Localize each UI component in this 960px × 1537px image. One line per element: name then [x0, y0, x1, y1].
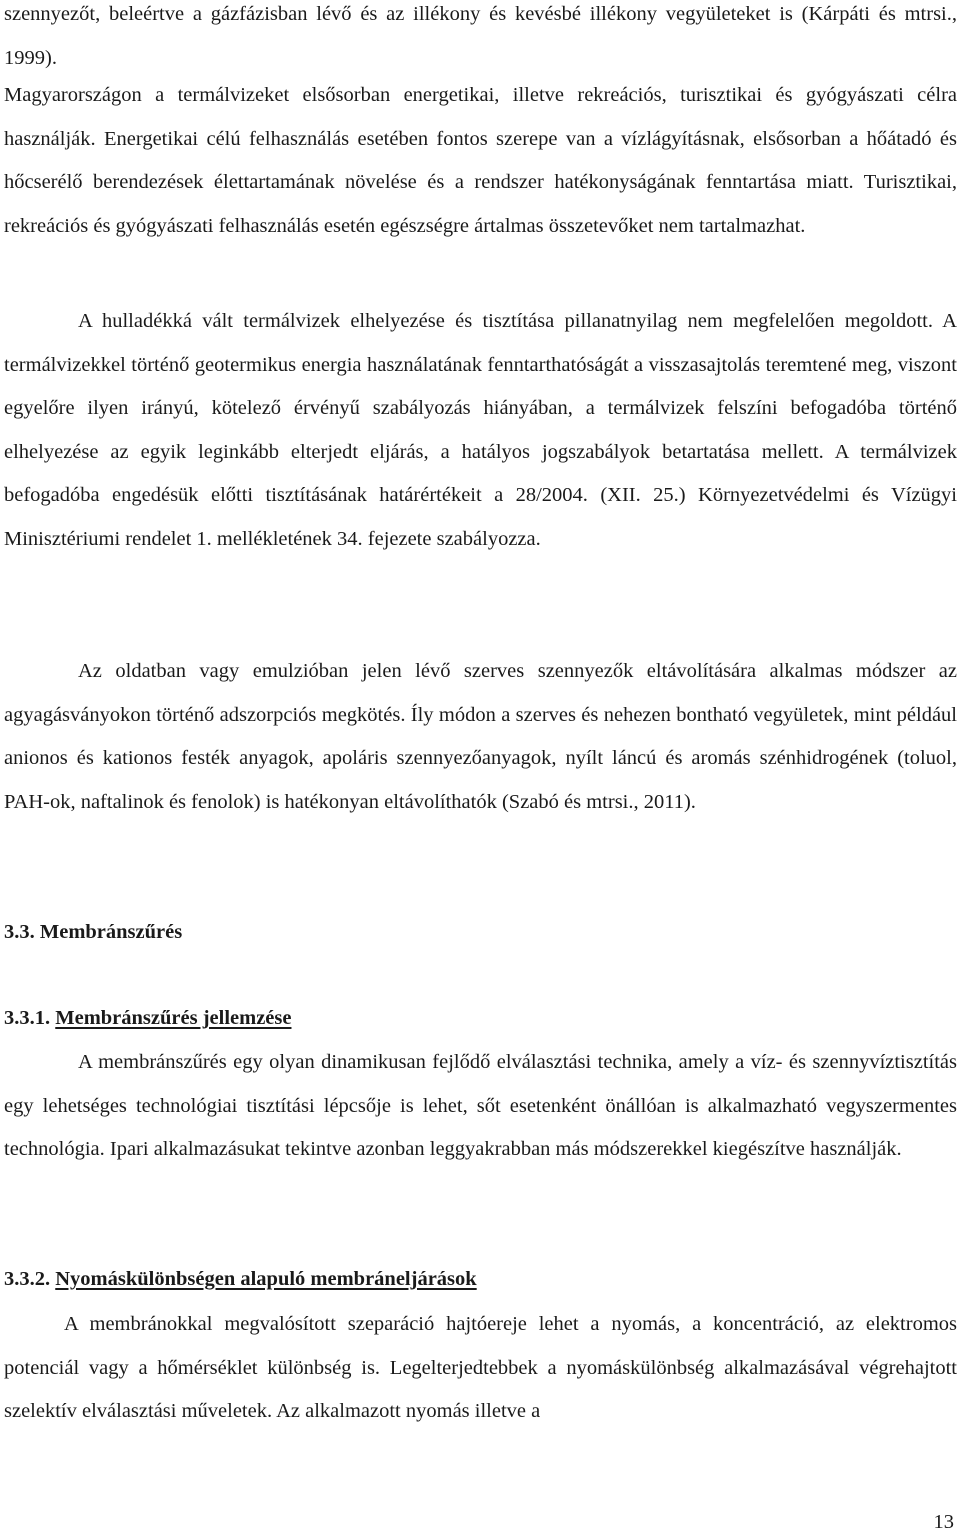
paragraph-pressure-membrane-processes: A membránokkal megvalósított szeparáció hajtóereje lehet a nyomás, a koncentráció, az elektromos potenciál vagy a hőmérséklet különbség is. Legelterjedtebbek a nyomáskülönbség alkalmazásával végrehajtott szelektív elválasztási műveletek. Az alkalmazott nyomás illetve a [4, 1313, 957, 1423]
paragraph-adsorption: Az oldatban vagy emulzióban jelen lévő szerves szennyezők eltávolítására alkalmas módszer az agyagásványokon történő adszorpciós megkötés. Íly módon a szerves és nehezen bontható vegyületek, mint például anionos és kationos festék anyagok, apoláris szennyezőanyagok, nyílt láncú és aromás szénhidrogének (toluol, PAH-ok, naftalinok és fenolok) is hatékonyan eltávolíthatók (Szabó és mtrsi., 2011). [4, 660, 957, 813]
paragraph-thermal-water-usage: Magyarországon a termálvizeket elsősorban energetikai, illetve rekreációs, turisztikai és gyógyászati célra használják. Energetikai célú felhasználás esetében fontos szerepe van a vízlágyításnak, elsősorban a hőátadó és hőcserélő berendezések élettartamának növelése és a rendszer hatékonyságának fenntartása miatt. Turisztikai, rekreációs és gyógyászati felhasználás esetén egészségre ártalmas összetevőket nem tartalmazhat. [4, 84, 957, 237]
heading-title: Nyomáskülönbségen alapuló membráneljárások [55, 1268, 477, 1290]
section-heading-3-3: 3.3. Membránszűrés [4, 921, 183, 943]
paragraph-thermal-water-disposal: A hulladékká vált termálvizek elhelyezése és tisztítása pillanatnyilag nem megfelelően megoldott. A termálvizekkel történő geotermikus energia használatának fenntarthatóságát a visszasajtolás teremtené meg, viszont egyelőre ilyen irányú, kötelező érvényű szabályozás hiányában, a termálvizek felszíni befogadóba történő elhelyezése az egyik leginkább elterjedt eljárás, a hatályos jogszabályok betartatása mellett. A termálvizek befogadóba engedésük előtti tisztításának határértékeit a 28/2004. (XII. 25.) Környezetvédelmi és Vízügyi Minisztériumi rendelet 1. mellékletének 34. fejezete szabályozza. [4, 310, 957, 550]
heading-number: 3.3.2. [4, 1268, 51, 1290]
section-heading-3-3-2 [4, 1258, 477, 1302]
paragraph-membrane-characteristics: A membránszűrés egy olyan dinamikusan fejlődő elválasztási technika, amely a víz- és szennyvíztisztítás egy lehetséges technológiai tisztítási lépcsője is lehet, sőt esetenként önállóan is alkalmazható vegyszermentes technológia. Ipari alkalmazásukat tekintve azonban leggyakrabban más módszerekkel kiegészítve használják. [4, 1051, 957, 1161]
heading-title: Membránszűrés jellemzése [55, 1007, 292, 1029]
heading-number: 3.3.1. [4, 1007, 51, 1029]
paragraph-continuation: szennyezőt, beleértve a gázfázisban lévő és az illékony és kevésbé illékony vegyületeket is (Kárpáti és mtrsi., 1999). [4, 3, 957, 69]
section-heading-3-3-1 [4, 997, 291, 1041]
page-number: 13 [933, 1511, 954, 1533]
